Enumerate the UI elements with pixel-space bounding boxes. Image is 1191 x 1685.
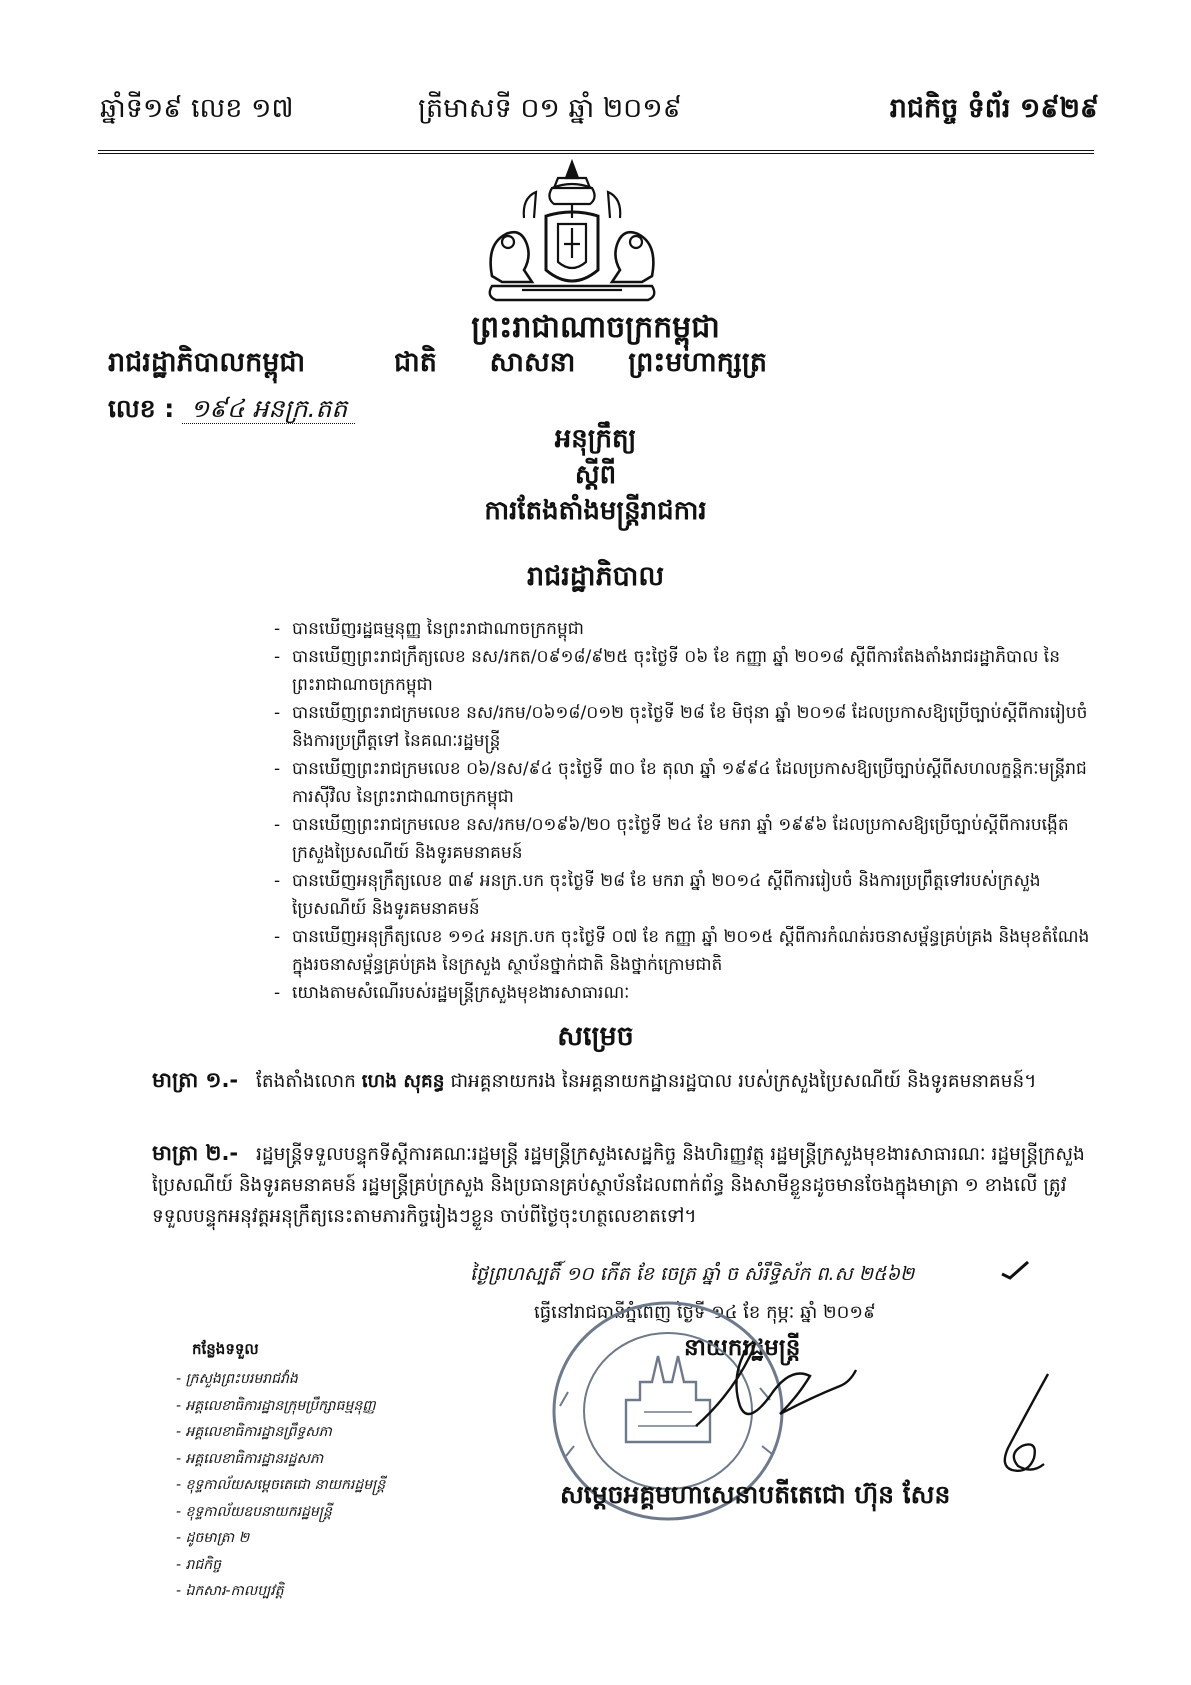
signature-mark-icon: [988, 1370, 1058, 1480]
article-1-text-before: តែងតាំងលោក: [256, 1071, 356, 1092]
article-2: [152, 1138, 1092, 1232]
gazette-date: ត្រីមាសទី ០១ ឆ្នាំ ២០១៩: [418, 93, 682, 124]
list-item: - ក្រសួងព្រះបរមរាជវាំង: [176, 1366, 385, 1393]
list-item: - បានឃើញព្រះរាជក្រមលេខ នស/រកម/០១៩៦/២០ ចុះថ្ងៃទី ២៤ ខែ មករា ឆ្នាំ ១៩៩៦ ដែលប្រកាសឱ្យប្រើច្បាប់ស្តីពីការបង្កើតក្រសួងប្រៃសណីយ៍ និងទូរគមនាគមន៍: [274, 811, 1094, 867]
section-heading: រាជរដ្ឋាភិបាល: [526, 561, 665, 592]
list-item: - បានឃើញព្រះរាជក្រមលេខ ០៦/នស/៩៤ ចុះថ្ងៃទី ៣០ ខែ តុលា ឆ្នាំ ១៩៩៤ ដែលប្រកាសឱ្យប្រើច្បាប់ស្តីពីសហលក្ខន្តិកៈមន្ត្រីរាជការស៊ីវិល នៃព្រះរាជាណាចក្រកម្ពុជា: [274, 755, 1094, 811]
list-item: - អគ្គលេខាធិការដ្ឋានក្រុមប្រឹក្សាធម្មនុញ្ញ: [176, 1393, 385, 1420]
article-1-label: មាត្រា ១.-: [152, 1068, 239, 1092]
list-item: - អគ្គលេខាធិការដ្ឋានព្រឹទ្ធសភា: [176, 1419, 385, 1446]
considerations-list: [274, 615, 1094, 1007]
national-motto: [394, 346, 767, 385]
list-item: - ខុទ្ទកាល័យសម្តេចតេជោ នាយករដ្ឋមន្ត្រី: [176, 1472, 385, 1499]
recipients-list: [176, 1366, 385, 1605]
article-1-text-after: ជាអគ្គនាយករង នៃអគ្គនាយកដ្ឋានរដ្ឋបាល របស់ក្រសួងប្រៃសណីយ៍ និងទូរគមនាគមន៍។: [450, 1071, 1037, 1092]
recipients-heading: កន្លែងទទួល: [192, 1340, 259, 1358]
gazette-year-issue: ឆ្នាំទី១៩ លេខ ១៧: [100, 93, 294, 124]
lunar-date: ថ្ងៃព្រហស្បតិ៍ ១០ កើត ខែ ចេត្រ ឆ្នាំ ច សំរឹទ្ធិស័ក ព.ស ២៥៦២: [470, 1263, 915, 1285]
place-and-date: ធ្វើនៅរាជធានីភ្នំពេញ ថ្ងៃទី ១៤ ខែ កុម្ភៈ ឆ្នាំ ២០១៩: [534, 1302, 876, 1323]
check-mark-icon: [1000, 1260, 1030, 1280]
article-2-label: មាត្រា ២.-: [152, 1141, 239, 1165]
list-item: - បានឃើញអនុក្រឹត្យលេខ ៣៩ អនក្រ.បក ចុះថ្ងៃទី ២៨ ខែ មករា ឆ្នាំ ២០១៤ ស្តីពីការរៀបចំ និងការប្រព្រឹត្តទៅរបស់ក្រសួងប្រៃសណីយ៍ និងទូរគមនាគមន៍: [274, 867, 1094, 923]
document-subject: ការតែងតាំងមន្ត្រីរាជការ: [484, 496, 707, 526]
signer-name: សម្តេចអគ្គមហាសេនាបតីតេជោ ហ៊ុន សែន: [560, 1480, 951, 1509]
list-item: - បានឃើញរដ្ឋធម្មនុញ្ញ នៃព្រះរាជាណាចក្រកម្ពុជា: [274, 615, 1094, 643]
document-about: ស្តីពី: [574, 460, 617, 490]
list-item: - ដូចមាត្រា ២: [176, 1525, 385, 1552]
list-item: - បានឃើញព្រះរាជក្រឹត្យលេខ នស/រកត/០៩១៨/៩២៥ ចុះថ្ងៃទី ០៦ ខែ កញ្ញា ឆ្នាំ ២០១៨ ស្តីពីការតែងតាំងរាជរដ្ឋាភិបាល នៃព្រះរាជាណាចក្រកម្ពុជា: [274, 643, 1094, 699]
decision-heading: សម្រេច: [557, 1021, 634, 1052]
appointee-name: ហេង សុគន្ធ: [361, 1071, 445, 1092]
document-type: អនុក្រឹត្យ: [554, 424, 637, 454]
list-item: - អគ្គលេខាធិការដ្ឋានរដ្ឋសភា: [176, 1446, 385, 1473]
motto-king: ព្រះមហាក្សត្រ: [628, 347, 768, 378]
list-item: - ខុទ្ទកាល័យឧបនាយករដ្ឋមន្ត្រី: [176, 1499, 385, 1526]
motto-nation: ជាតិ: [394, 347, 437, 378]
list-item: - រាជកិច្ច: [176, 1552, 385, 1579]
list-item: - បានឃើញព្រះរាជក្រមលេខ នស/រកម/០៦១៨/០១២ ចុះថ្ងៃទី ២៨ ខែ មិថុនា ឆ្នាំ ២០១៨ ដែលប្រកាសឱ្យប្រើច្បាប់ស្តីពីការរៀបចំ និងការប្រព្រឹត្តទៅ នៃគណៈរដ្ឋមន្ត្រី: [274, 699, 1094, 755]
royal-coat-of-arms-icon: [462, 158, 682, 308]
article-1: [152, 1065, 1092, 1097]
kingdom-name: ព្រះរាជាណាចក្រកម្ពុជា: [471, 310, 720, 345]
gazette-page: រាជកិច្ច ទំព័រ ១៩២៩: [889, 93, 1099, 124]
list-item: - យោងតាមសំណើរបស់រដ្ឋមន្ត្រីក្រសួងមុខងារសាធារណៈ: [274, 979, 1094, 1007]
article-2-text: រដ្ឋមន្ត្រីទទួលបន្ទុកទីស្តីការគណៈរដ្ឋមន្ត្រី រដ្ឋមន្ត្រីក្រសួងសេដ្ឋកិច្ច និងហិរញ្ញវត្ថុ រដ្ឋមន្ត្រីក្រសួងមុខងារសាធារណៈ រដ្ឋមន្ត្រីក្រសួងប្រៃសណីយ៍ និងទូរគមនាគមន៍ រដ្ឋមន្ត្រីគ្រប់ក្រសួង និងប្រធានគ្រប់ស្ថាប័នដែលពាក់ព័ន្ធ និងសាមីខ្លួនដូចមានចែងក្នុងមាត្រា ១ ខាងលើ ត្រូវទទួលបន្ទុកអនុវត្តអនុក្រឹត្យនេះតាមភារកិច្ចរៀងៗខ្លួន ចាប់ពីថ្ងៃចុះហត្ថលេខាតទៅ។: [152, 1144, 1085, 1227]
header-divider: [98, 150, 1094, 154]
list-item: - បានឃើញអនុក្រឹត្យលេខ ១១៤ អនក្រ.បក ចុះថ្ងៃទី ០៧ ខែ កញ្ញា ឆ្នាំ ២០១៥ ស្តីពីការកំណត់រចនាសម្ព័ន្ធគ្រប់គ្រង និងមុខតំណែងក្នុងរចនាសម្ព័ន្ធគ្រប់គ្រង នៃក្រសួង ស្ថាប័នថ្នាក់ជាតិ និងថ្នាក់ក្រោមជាតិ: [274, 923, 1094, 979]
signer-title: នាយករដ្ឋមន្ត្រី: [684, 1335, 801, 1361]
decree-number-value: ១៩៤ អនក្រ.តត: [182, 394, 355, 424]
motto-religion: សាសនា: [489, 347, 576, 378]
decree-number-label: លេខ :: [108, 394, 175, 423]
list-item: - ឯកសារ-កាលប្បវត្តិ: [176, 1578, 385, 1605]
issuing-authority: រាជរដ្ឋាភិបាលកម្ពុជា: [108, 347, 306, 378]
signature-icon: [690, 1326, 860, 1436]
